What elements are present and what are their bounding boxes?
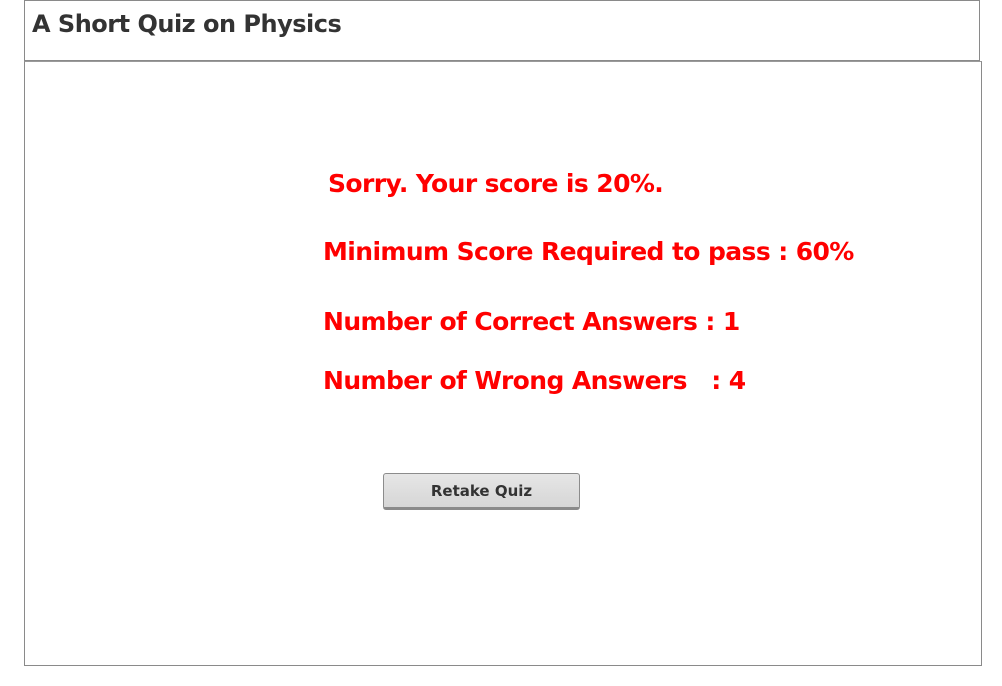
correct-answers-text: Number of Correct Answers : 1 [323,307,740,336]
score-message: Sorry. Your score is 20%. [328,169,664,198]
result-panel [24,61,982,666]
quiz-header [24,0,980,61]
minimum-score-text: Minimum Score Required to pass : 60% [323,237,854,266]
retake-quiz-button[interactable]: Retake Quiz [383,473,580,510]
page-title: A Short Quiz on Physics [32,10,342,38]
wrong-answers-text: Number of Wrong Answers : 4 [323,366,746,395]
